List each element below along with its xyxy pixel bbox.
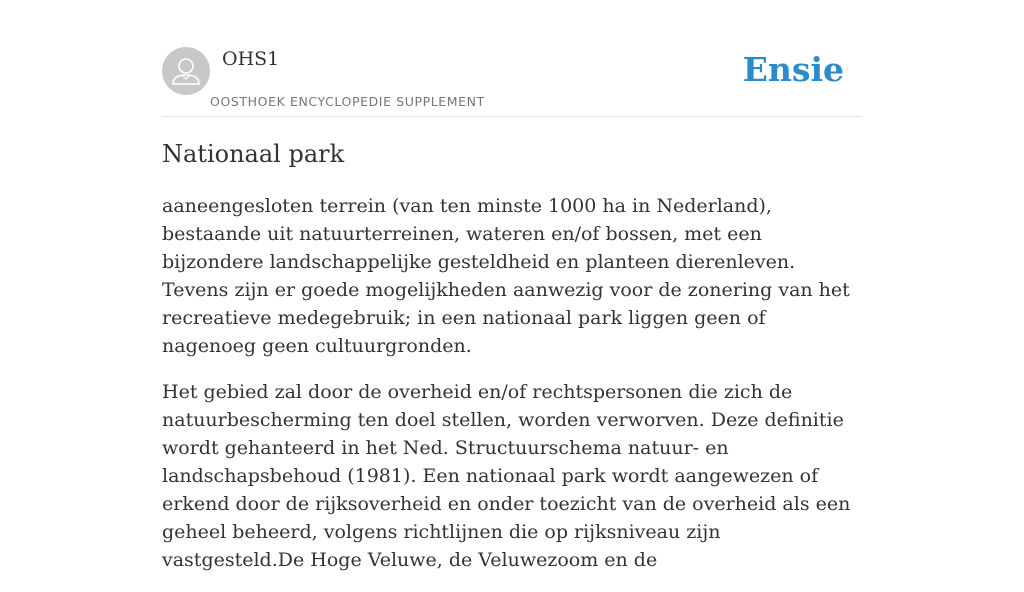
article-paragraph: aaneengesloten terrein (van ten minste 1000 ha in Nederland), bestaande uit natuurterreinen, wateren en/of bossen, met een bijzondere landschappelijke gesteldheid en planteen dierenleven. Tevens zijn er goede mogelijkheden aanwezig voor de zonering van het recreatieve medegebruik; in een nationaal park liggen geen of nagenoeg geen cultuurgronden. xyxy=(162,195,850,357)
source-label[interactable]: OOSTHOEK ENCYCLOPEDIE SUPPLEMENT xyxy=(210,94,485,109)
page-title: Nationaal park xyxy=(162,140,345,168)
avatar[interactable] xyxy=(162,47,210,95)
article-body xyxy=(162,192,862,592)
article-paragraph: Het gebied zal door de overheid en/of rechtspersonen die zich de natuurbescherming ten doel stellen, worden verworven. Deze definitie wordt gehanteerd in het Ned. Structuurschema natuur- en landschapsbehoud (1981). Een nationaal park wordt aangewezen of erkend door de rijksoverheid en onder toezicht van de overheid als een geheel beheerd, volgens richtlijnen die op rijksniveau zijn vastgesteld.De Hoge Veluwe, de Veluwezoom en de xyxy=(162,381,851,571)
article-header xyxy=(162,46,862,117)
brand-logo[interactable]: Ensie xyxy=(742,50,844,89)
author-name[interactable]: OHS1 xyxy=(222,48,280,70)
user-silhouette-icon xyxy=(162,47,210,95)
